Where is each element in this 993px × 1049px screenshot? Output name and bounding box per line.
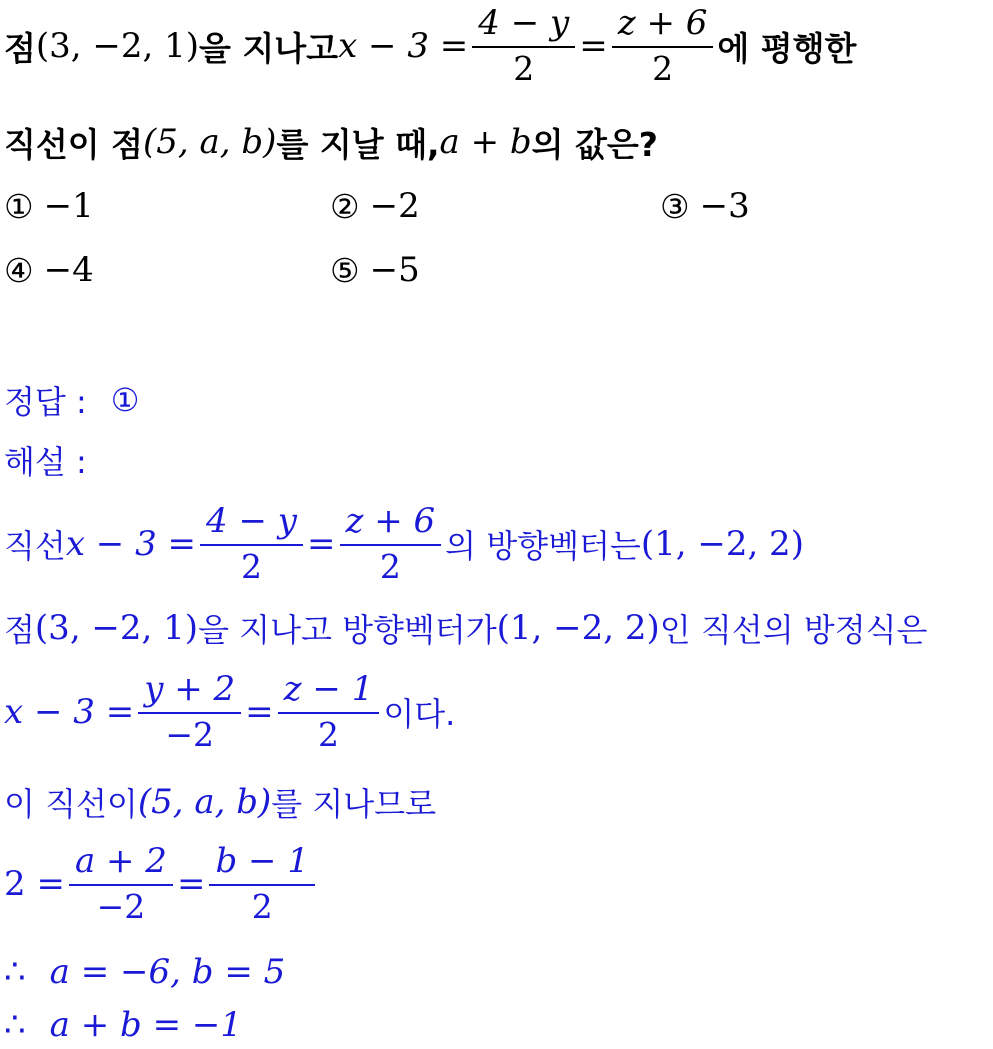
solution-text: 이다.	[383, 695, 456, 733]
choice-4[interactable]	[4, 242, 94, 298]
fraction-denominator: 2	[241, 546, 263, 586]
choice-mark: ⑤	[330, 250, 360, 290]
solution-text: 점	[4, 611, 35, 649]
fraction	[200, 502, 303, 585]
math-expression: 2 =	[4, 864, 65, 904]
fraction-denominator: 2	[318, 714, 339, 754]
math-expression: x − 3 =	[65, 524, 197, 564]
question-text: 을 지나고	[199, 28, 339, 68]
fraction-denominator: 2	[379, 546, 401, 586]
math-expression: a + b	[439, 122, 532, 162]
choice-value: −2	[369, 186, 420, 226]
choice-mark: ④	[4, 250, 34, 290]
fraction-denominator: 2	[251, 886, 273, 926]
explanation-label-line	[4, 430, 87, 490]
math-expression: a = −6, b = 5	[49, 952, 286, 992]
solution-text: 을 지나고 방향벡터가	[198, 611, 497, 649]
fraction	[209, 842, 315, 925]
question-text: 에 평행한	[717, 28, 857, 68]
question-text: 직선이 점	[4, 124, 144, 164]
solution-line-6	[4, 942, 285, 1002]
question-line-2	[4, 112, 658, 172]
question-text: 의 값은?	[531, 124, 658, 164]
math-expression: x − 3 =	[338, 26, 469, 66]
choice-value: −5	[369, 250, 420, 290]
solution-line-3	[4, 669, 456, 754]
equals-sign: =	[245, 692, 274, 732]
therefore-symbol: ∴	[4, 1005, 26, 1045]
solution-line-4	[4, 772, 436, 832]
solution-text: 인 직선의 방정식은	[659, 611, 928, 649]
equals-sign: =	[176, 864, 206, 904]
fraction-denominator: 2	[513, 48, 535, 88]
solution-line-2	[4, 598, 927, 658]
choice-mark: ③	[660, 186, 690, 226]
fraction-numerator: a + 2	[69, 842, 173, 885]
fraction-denominator: −2	[165, 714, 215, 754]
math-point: (5, a, b)	[143, 122, 277, 162]
math-point: (5, a, b)	[137, 782, 272, 822]
solution-line-5	[4, 841, 319, 926]
fraction-numerator: b − 1	[209, 842, 315, 885]
solution-text: 이 직선이	[4, 785, 138, 823]
choice-mark: ②	[330, 186, 360, 226]
math-point: (3, −2, 1)	[35, 26, 200, 66]
equals-sign: =	[307, 524, 336, 564]
fraction-denominator: −2	[96, 886, 146, 926]
fraction-denominator: 2	[652, 48, 674, 88]
solution-text: 를 지나므로	[271, 785, 436, 823]
choice-5[interactable]	[330, 242, 420, 298]
fraction-numerator: 4 − y	[200, 502, 303, 545]
fraction	[138, 670, 241, 753]
fraction-numerator: 4 − y	[472, 4, 575, 47]
fraction	[278, 670, 380, 753]
fraction	[69, 842, 173, 925]
choice-1[interactable]	[4, 178, 94, 234]
solution-line-1	[4, 501, 804, 586]
fraction-numerator: z + 6	[340, 502, 442, 545]
choice-3[interactable]	[660, 178, 750, 234]
fraction-numerator: y + 2	[138, 670, 241, 713]
solution-text: 직선	[4, 527, 66, 565]
equals-sign: =	[579, 26, 608, 66]
therefore-symbol: ∴	[4, 952, 26, 992]
answer-line	[4, 370, 139, 430]
math-expression: a + b = −1	[49, 1005, 243, 1045]
fraction-numerator: z − 1	[278, 670, 380, 713]
solution-text: 의 방향벡터는	[445, 527, 641, 565]
fraction	[612, 4, 714, 87]
math-vector: (1, −2, 2)	[640, 524, 804, 564]
fraction	[472, 4, 575, 87]
choice-value: −4	[43, 250, 94, 290]
choice-2[interactable]	[330, 178, 420, 234]
explanation-label: 해설 :	[4, 443, 87, 481]
solution-line-7	[4, 1002, 242, 1048]
math-expression: x − 3 =	[4, 692, 135, 732]
math-vector: (1, −2, 2)	[496, 608, 660, 648]
choice-value: −3	[699, 186, 750, 226]
fraction	[340, 502, 442, 585]
question-text: 점	[4, 28, 36, 68]
choice-value: −1	[43, 186, 94, 226]
question-text: 를 지날 때,	[276, 124, 440, 164]
question-line-1	[4, 3, 857, 88]
math-point: (3, −2, 1)	[34, 608, 199, 648]
choice-mark: ①	[4, 186, 34, 226]
answer-value: ①	[110, 381, 140, 419]
fraction-numerator: z + 6	[612, 4, 714, 47]
answer-label: 정답 :	[4, 383, 87, 421]
